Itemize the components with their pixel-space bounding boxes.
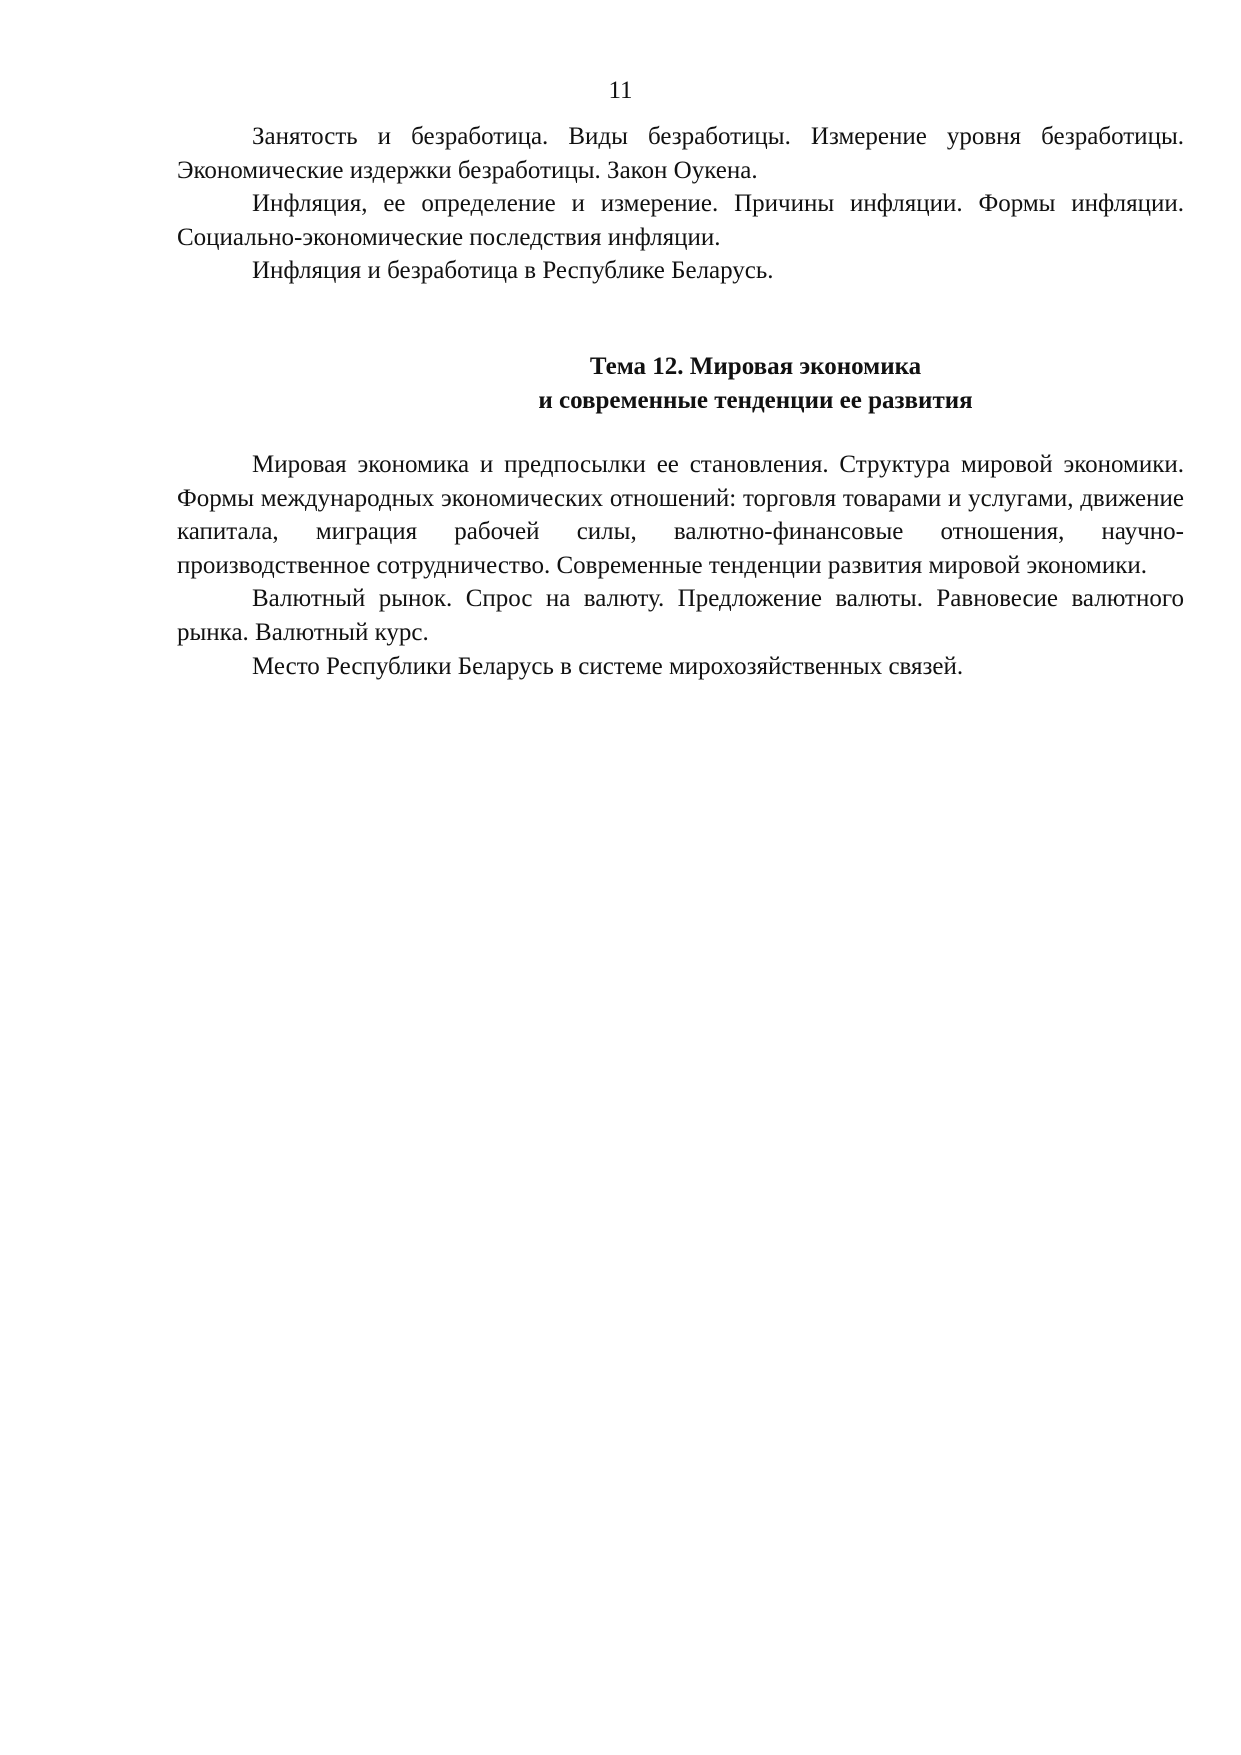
spacer [177,288,1184,350]
paragraph-belarus-place: Место Республики Беларусь в системе мирохозяйственных связей. [252,652,964,680]
spacer [177,418,1184,448]
section-heading-line-1: Тема 12. Мировая экономика [589,352,922,380]
paragraph-inflation-belarus: Инфляция и безработица в Республике Беларусь. [252,257,774,285]
paragraph-inflation: Инфляция, ее определение и измерение. Причины инфляции. Формы инфляции. Социально-экономические последствия инфляции. [177,190,1184,251]
paragraph-world-economy: Мировая экономика и предпосылки ее становления. Структура мировой экономики. Формы международных экономических отношений: торговля товарами и услугами, движение капитала, миграция рабочей силы, валютно-финансовые отношения, научно-производственное сотрудничество. Современные тенденции развития мировой экономики. [177,450,1184,579]
page-content [177,120,1184,683]
page-number: 11 [608,77,633,104]
section-heading-line-2: и современные тенденции ее развития [538,386,973,414]
section-heading [177,350,1184,418]
paragraph-unemployment: Занятость и безработица. Виды безработицы. Измерение уровня безработицы. Экономические издержки безработицы. Закон Оукена. [177,123,1184,184]
paragraph-currency-market: Валютный рынок. Спрос на валюту. Предложение валюты. Равновесие валютного рынка. Валютный курс. [177,585,1184,646]
